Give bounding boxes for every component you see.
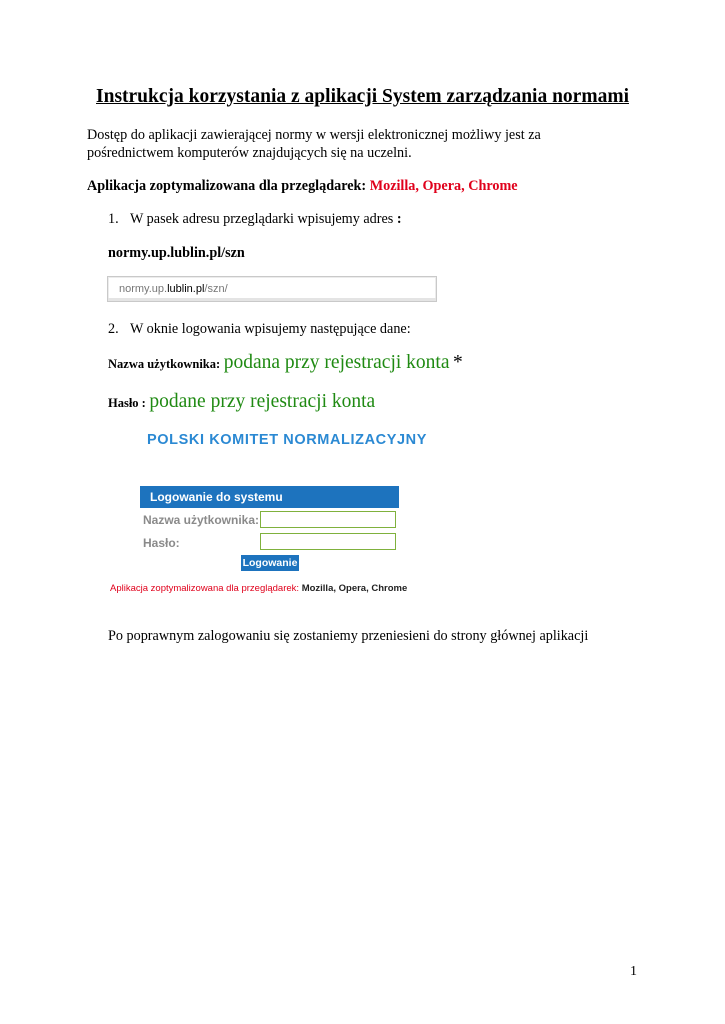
address-bar-screenshot [107, 276, 437, 302]
document-title: Instrukcja korzystania z aplikacji System zarządzania normami [96, 86, 629, 107]
login-username-label: Nazwa użytkownika: [143, 513, 260, 527]
browsers-list: Mozilla, Opera, Chrome [369, 178, 518, 194]
app-address: normy.up.lublin.pl/szn [108, 245, 245, 261]
asterisk-mark: * [453, 352, 463, 373]
after-login-text: Po poprawnym zalogowaniu się zostaniemy przeniesieni do strony głównej aplikacji [108, 628, 589, 644]
login-username-input[interactable] [260, 511, 396, 528]
intro-line-1: Dostęp do aplikacji zawierającej normy w wersji elektronicznej możliwy jest za [87, 127, 541, 143]
login-password-label: Hasło: [143, 536, 180, 550]
step-1 [108, 209, 402, 229]
browsers-note [87, 176, 518, 196]
step-1-text: W pasek adresu przeglądarki wpisujemy adres [130, 211, 394, 227]
password-label: Hasło : [108, 396, 146, 410]
intro-line-2: pośrednictwem komputerów znajdujących się na uczelni. [87, 145, 412, 161]
step-1-number: 1. [108, 211, 119, 227]
address-bar-scrollbar [108, 298, 436, 301]
address-bar-url: normy.up.lublin.pl/szn/ [119, 283, 228, 295]
password-value: podane przy rejestracji konta [149, 391, 376, 412]
login-password-input[interactable] [260, 533, 396, 550]
step-1-colon: : [396, 211, 402, 227]
login-button[interactable]: Logowanie [242, 557, 298, 569]
username-label: Nazwa użytkownika [108, 357, 216, 371]
step-2-number: 2. [108, 321, 119, 337]
login-panel-header: Logowanie do systemu [140, 486, 399, 508]
browsers-label: Aplikacja zoptymalizowana dla przeglądarek: [87, 178, 367, 194]
login-browser-note: Aplikacja zoptymalizowana dla przeglądarek: Mozilla, Opera, Chrome [110, 583, 408, 594]
step-2-text: W oknie logowania wpisujemy następujące dane: [130, 321, 411, 337]
password-instruction [108, 392, 375, 413]
username-value: podana przy rejestracji konta [223, 352, 450, 373]
pkn-logo-text: POLSKI KOMITET NORMALIZACYJNY [147, 432, 428, 448]
username-instruction: Nazwa użytkownika: podana przy rejestracji konta * [108, 352, 463, 373]
step-2 [108, 319, 411, 339]
page-number: 1 [630, 964, 637, 979]
